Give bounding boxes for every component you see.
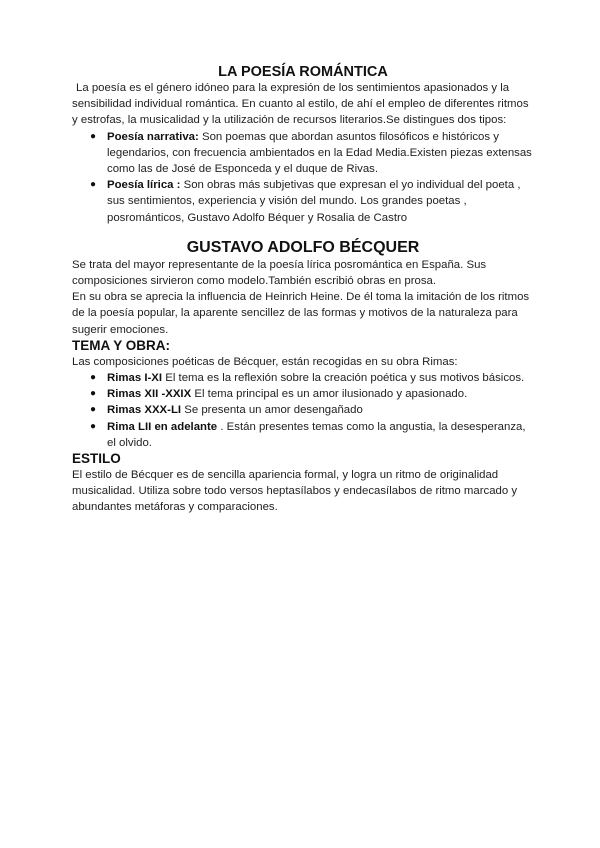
bullet-icon: ●	[90, 388, 97, 400]
list-item-rimas-1	[90, 370, 535, 386]
intro-paragraph	[72, 80, 534, 129]
term-rimas-1: Rimas I-XI	[107, 372, 163, 385]
list-item-poesia-narrativa	[90, 129, 535, 178]
term-rimas-3: Rimas XXX-LI	[107, 404, 182, 417]
list-item-rimas-4	[90, 419, 535, 451]
desc-poesia-lirica: Son obras más subjetivas que expresan el yo individual del poeta , sus sentimientos, experiencia y visión del mundo. Los grandes poetas , posrománticos, Gustavo Adolfo Béquer y Rosalia de Castro	[107, 179, 521, 224]
heading-tema-obra: TEMA Y OBRA:	[72, 337, 171, 353]
list-item-rimas-3	[90, 402, 535, 418]
heading-estilo: ESTILO	[72, 451, 121, 467]
desc-rimas-3: Se presenta un amor desengañado	[181, 404, 363, 417]
bullet-icon: ●	[90, 420, 97, 432]
becquer-paragraph-2: En su obra se aprecia la influencia de Heinrich Heine. De él toma la imitación de los ritmos de la poesía popular, la aparente sencillez de las formas y motivos de la naturaleza para sugerir emociones.	[72, 291, 530, 336]
desc-poesia-narrativa: Son poemas que abordan asuntos filosóficos e históricos y legendarios, con frecuencia ambientados en la Edad Media.Existen piezas extensas como las de José de Esponceda y el duque de Rivas.	[107, 130, 532, 176]
estilo-paragraph: El estilo de Bécquer es de sencilla apariencia formal, y logra un ritmo de originalidad musicalidad. Utiliza sobre todo versos heptasílabos y endecasílabos de ritmo marcado y abundantes metáforas y comparaciones.	[72, 469, 518, 514]
bullet-icon: ●	[90, 372, 97, 384]
tema-intro: Las composiciones poéticas de Bécquer, están recogidas en su obra Rimas:	[72, 355, 458, 368]
list-item-poesia-lirica	[90, 177, 535, 226]
term-rimas-2: Rimas XII -XXIX	[107, 388, 192, 401]
document-content	[72, 64, 534, 516]
bullet-icon: ●	[90, 130, 97, 142]
desc-rimas-2: El tema principal es un amor ilusionado y apasionado.	[191, 388, 468, 401]
becquer-paragraph-1: Se trata del mayor representante de la poesía lírica posromántica en España. Sus composiciones sirvieron como modelo.También escribió obras en prosa.	[72, 258, 487, 288]
term-poesia-narrativa: Poesía narrativa:	[107, 130, 199, 143]
section-title-poesia-romantica: LA POESÍA ROMÁNTICA	[218, 64, 388, 80]
desc-rimas-4: . Están presentes temas como la angustia, la desesperanza, el olvido.	[107, 420, 526, 449]
poetry-types-list	[90, 129, 535, 226]
list-item-rimas-2	[90, 386, 535, 402]
term-rimas-4: Rima LII en adelante	[107, 420, 218, 433]
bullet-icon: ●	[90, 404, 97, 416]
desc-rimas-1: El tema es la reflexión sobre la creación poética y sus motivos básicos.	[162, 372, 525, 385]
intro-text: La poesía es el género idóneo para la expresión de los sentimientos apasionados y la sensibilidad individual romántica. En cuanto al estilo, de ahí el empleo de diferentes ritmos y estrofas, la musicalidad y la utilización de recursos literarios.Se distingues dos tipos:	[72, 82, 529, 127]
term-poesia-lirica: Poesía lírica :	[107, 179, 181, 192]
bullet-icon: ●	[90, 179, 97, 191]
section-title-becquer: GUSTAVO ADOLFO BÉCQUER	[186, 238, 420, 256]
rimas-list	[90, 370, 535, 451]
